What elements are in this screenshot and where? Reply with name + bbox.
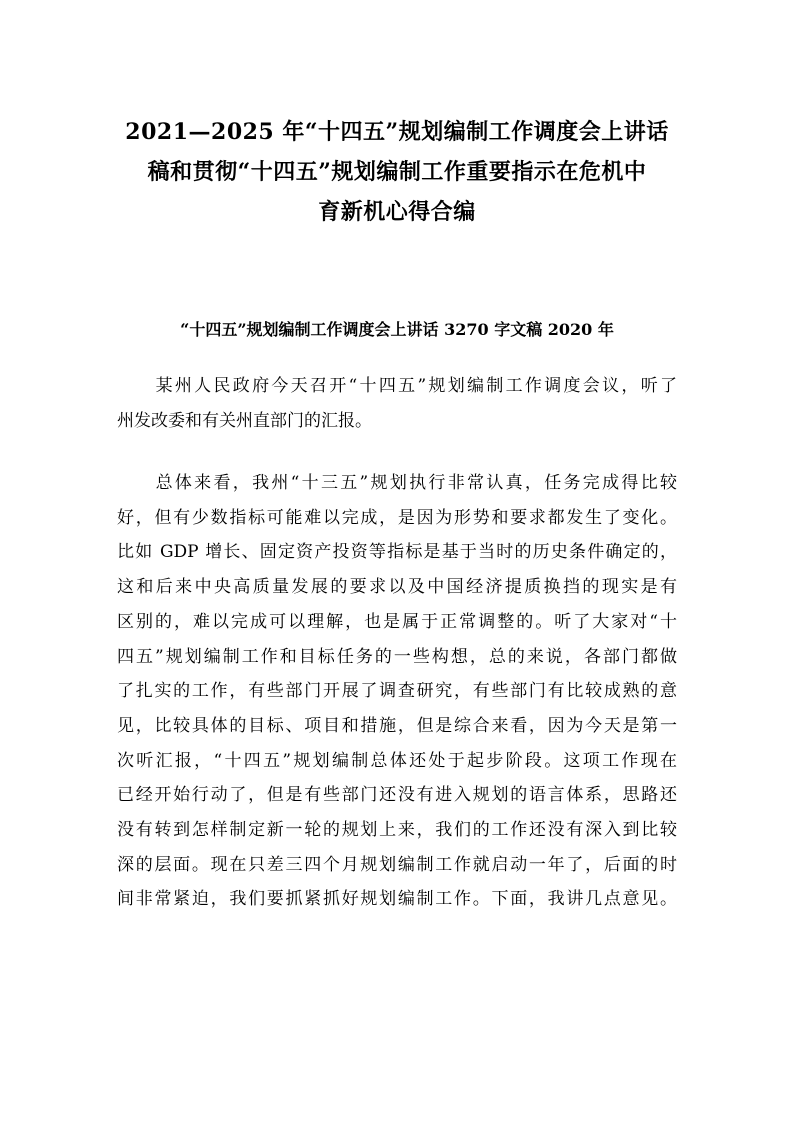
paragraph-line: 这和后来中央高质量发展的要求以及中国经济提质换挡的现实是有 (117, 577, 677, 598)
paragraph-line: 了扎实的工作，有些部门开展了调查研究，有些部门有比较成熟的意 (117, 681, 677, 702)
paragraph-line: 见，比较具体的目标、项目和措施，但是综合来看，因为今天是第一 (117, 715, 677, 736)
paragraph-line: 四五”规划编制工作和目标任务的一些构想，总的来说，各部门都做 (117, 646, 677, 667)
paragraph-intro (117, 369, 677, 438)
title-line: 2021—2025 年“十四五”规划编制工作调度会上讲话 (125, 119, 669, 145)
paragraph-line: 深的层面。现在只差三四个月规划编制工作就启动一年了，后面的时 (117, 854, 677, 875)
paragraph-line: 没有转到怎样制定新一轮的规划上来，我们的工作还没有深入到比较 (117, 820, 677, 841)
paragraph-line: 好，但有少数指标可能难以完成，是因为形势和要求都发生了变化。 (117, 507, 677, 528)
paragraph-line: 比如 GDP 增长、固定资产投资等指标是基于当时的历史条件确定的， (117, 542, 677, 563)
paragraph-line: 间非常紧迫，我们要抓紧抓好规划编制工作。下面，我讲几点意见。 (117, 889, 677, 910)
paragraph-line: 某州人民政府今天召开“十四五”规划编制工作调度会议，听了 (117, 376, 677, 396)
paragraph-line: 次听汇报，“十四五”规划编制总体还处于起步阶段。这项工作现在 (117, 750, 677, 771)
paragraph-overview (117, 466, 677, 917)
paragraph-line: 已经开始行动了，但是有些部门还没有进入规划的语言体系，思路还 (117, 785, 677, 806)
title-line: 育新机心得合编 (318, 199, 476, 225)
paragraph-line: 区别的，难以完成可以理解，也是属于正常调整的。听了大家对“十 (117, 611, 677, 632)
document-title (110, 112, 684, 232)
paragraph-line: 总体来看，我州“十三五”规划执行非常认真，任务完成得比较 (117, 473, 677, 493)
paragraph-line: 州发改委和有关州直部门的汇报。 (117, 410, 372, 431)
section-title: “十四五”规划编制工作调度会上讲话 3270 字文稿 2020 年 (180, 320, 614, 339)
title-line: 稿和贯彻“十四五”规划编制工作重要指示在危机中 (147, 159, 647, 185)
